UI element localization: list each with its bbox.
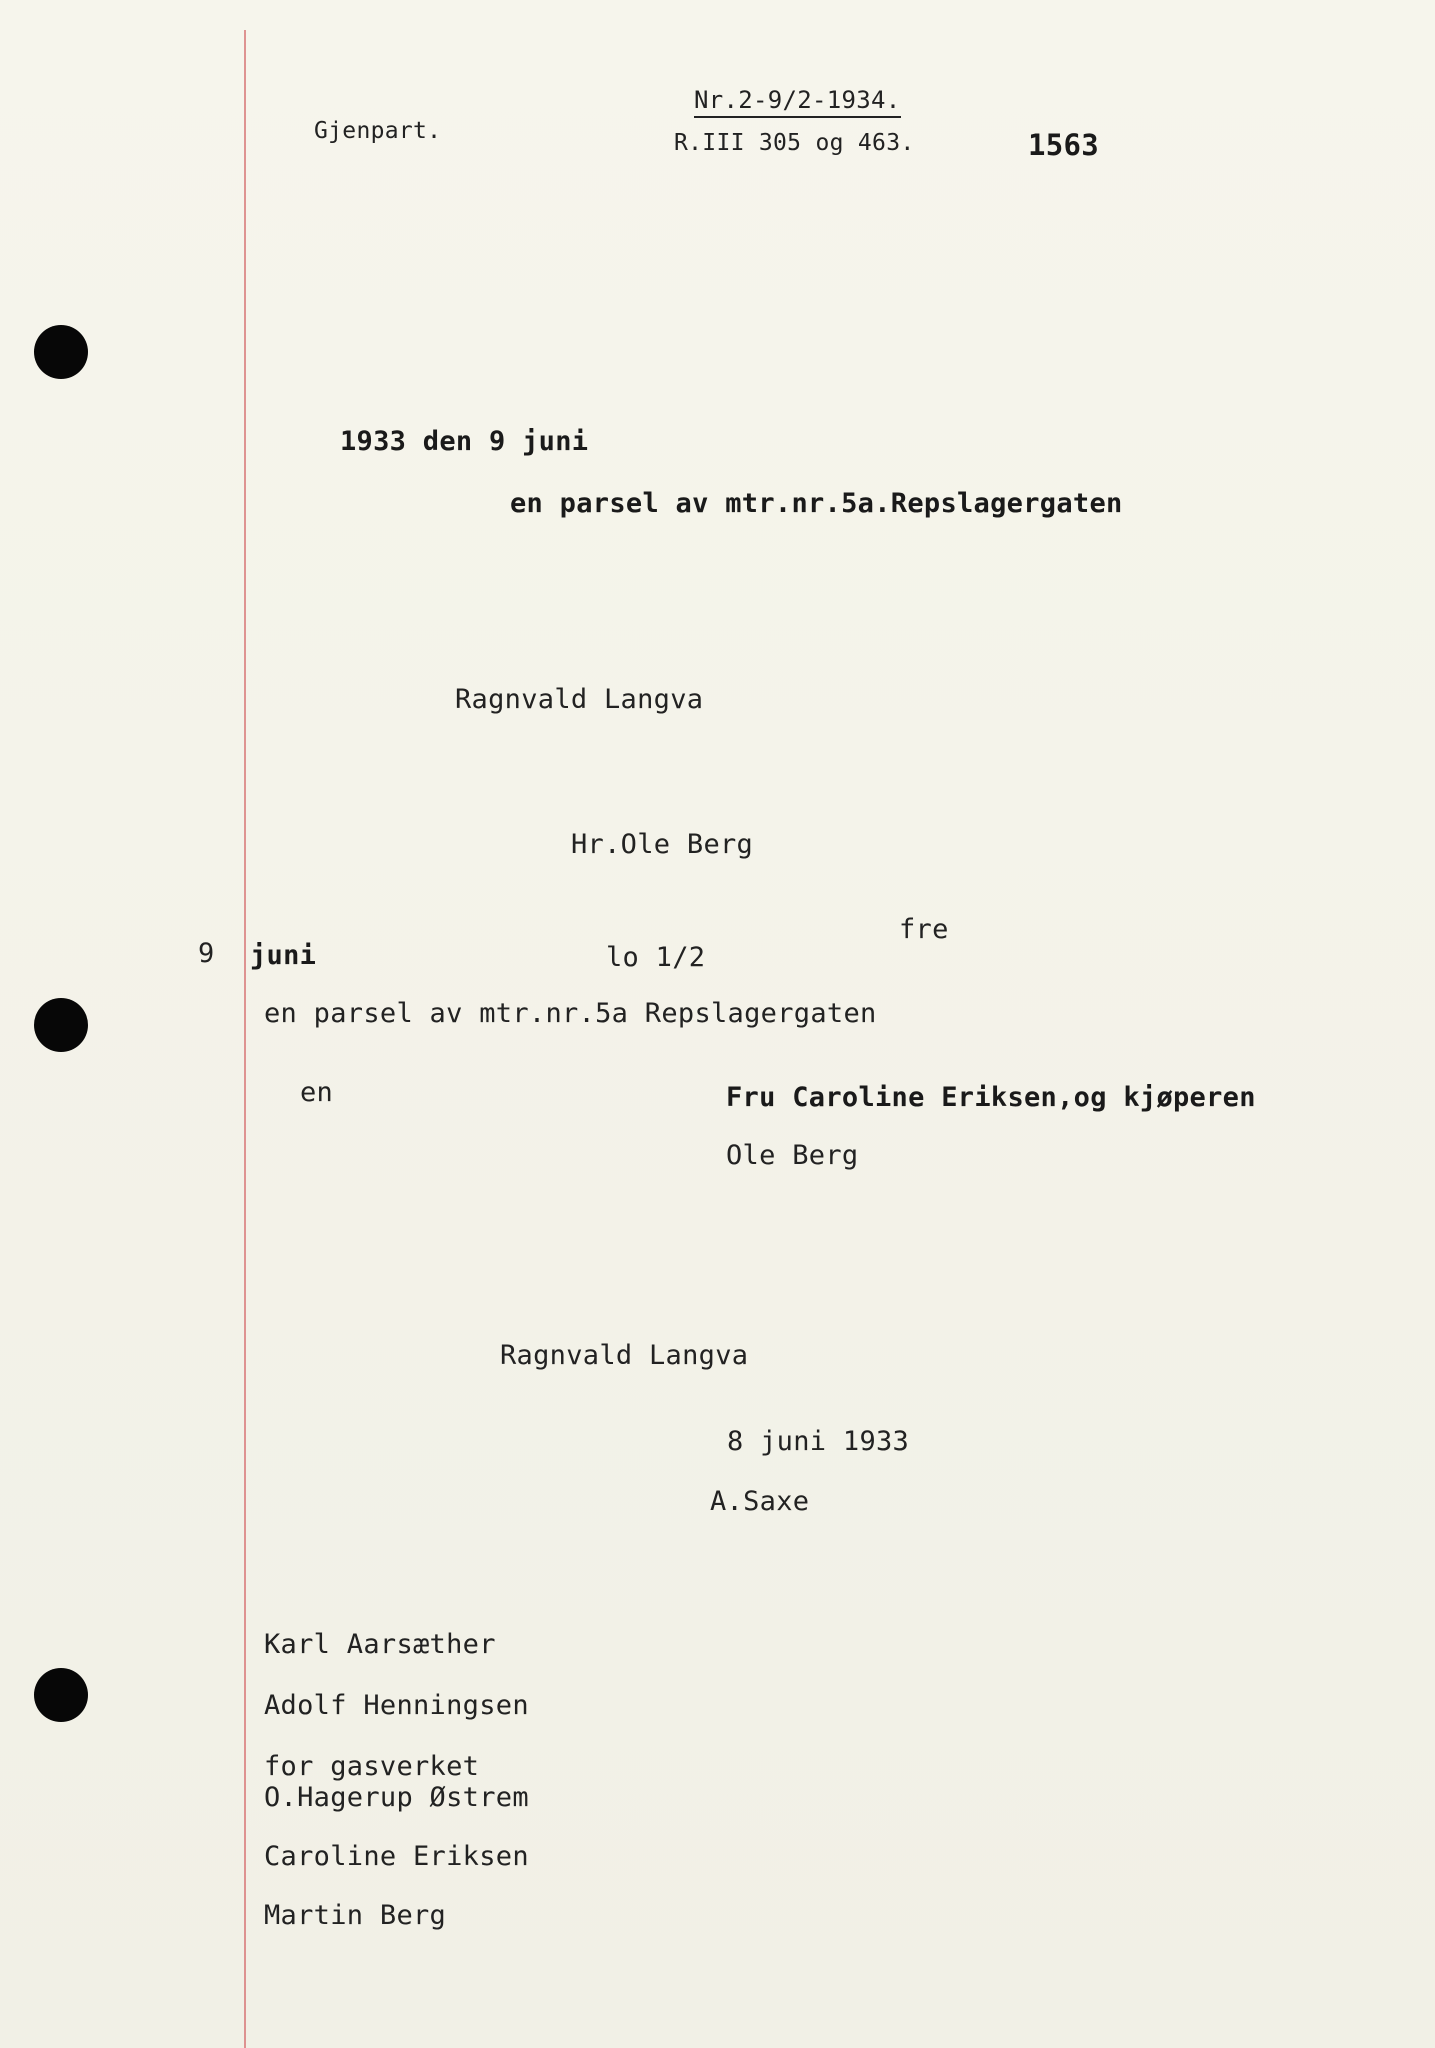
label-en: en (300, 1077, 334, 1108)
punch-hole-bottom (34, 1668, 88, 1722)
month-juni: juni (250, 940, 317, 971)
party-line-caroline-eriksen: Fru Caroline Eriksen,og kjøperen (726, 1082, 1256, 1113)
day-number: 9 (198, 938, 215, 969)
signatory-caroline-eriksen: Caroline Eriksen (264, 1841, 529, 1872)
signatory-adolf-henningsen: Adolf Henningsen (264, 1690, 529, 1721)
signature-name-a-saxe: A.Saxe (710, 1486, 810, 1517)
page-number-mark: 1563 (1028, 128, 1100, 162)
name-ragnvald-langva-1: Ragnvald Langva (455, 684, 704, 715)
name-ragnvald-langva-2: Ragnvald Langva (500, 1340, 749, 1371)
name-hr-ole-berg: Hr.Ole Berg (571, 829, 754, 860)
label-fre: fre (899, 914, 949, 945)
date-line: 1933 den 9 juni (340, 426, 589, 457)
punch-hole-middle (34, 998, 88, 1052)
parcel-line-1: en parsel av mtr.nr.5a.Repslagergaten (510, 488, 1123, 519)
fraction-value: lo 1/2 (606, 942, 706, 973)
header-left-copy-label: Gjenpart. (314, 118, 442, 144)
header-case-number: Nr.2-9/2-1934. (694, 88, 901, 118)
party-line-ole-berg: Ole Berg (726, 1140, 859, 1171)
signatory-martin-berg: Martin Berg (264, 1900, 447, 1931)
signature-date: 8 juni 1933 (727, 1426, 910, 1457)
parcel-line-2: en parsel av mtr.nr.5a Repslagergaten (264, 998, 877, 1029)
signatory-karl-aarsaether: Karl Aarsæther (264, 1629, 496, 1660)
signatory-o-hagerup-ostrem: O.Hagerup Østrem (264, 1782, 529, 1813)
signatory-for-gasverket: for gasverket (264, 1751, 480, 1782)
header-register-reference: R.III 305 og 463. (674, 130, 915, 156)
punch-hole-top (34, 325, 88, 379)
margin-rule (244, 30, 246, 2048)
